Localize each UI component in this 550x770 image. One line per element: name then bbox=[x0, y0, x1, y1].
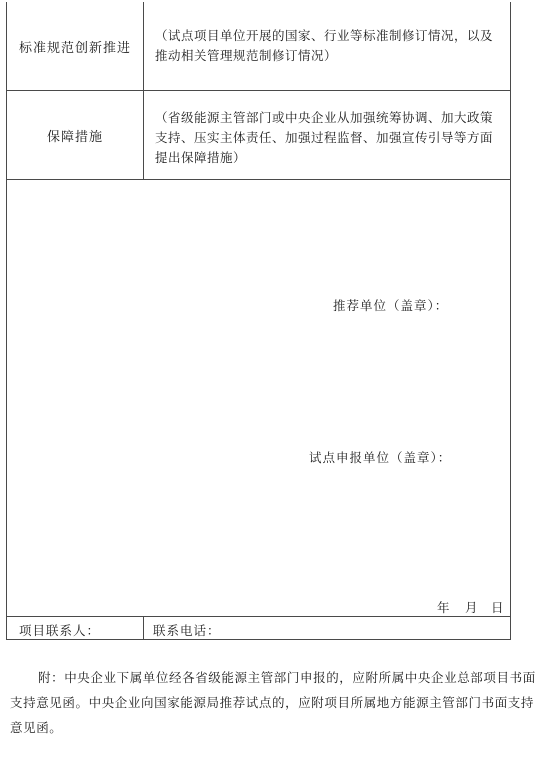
date-year: 年 bbox=[437, 600, 451, 615]
column-divider bbox=[143, 616, 144, 640]
footnote: 附：中央企业下属单位经各省级能源主管部门申报的，应附所属中央企业总部项目书面支持意见函。中央企业向国家能源局推荐试点的，应附项目所属地方能源主管部门书面支持意见函。 bbox=[10, 670, 536, 735]
measures-label: 保障措施 bbox=[46, 129, 103, 145]
standards-label: 标准规范创新推进 bbox=[18, 40, 131, 56]
row-divider bbox=[7, 179, 510, 180]
applicant-stamp-label: 试点申报单位（盖章）： bbox=[309, 450, 452, 465]
date-day: 日 bbox=[491, 600, 505, 615]
contact-phone-label: 联系电话： bbox=[153, 623, 221, 638]
application-form-table bbox=[6, 2, 511, 640]
date-month: 月 bbox=[465, 600, 479, 615]
measures-content: （省级能源主管部门或中央企业从加强统筹协调、加大政策支持、压实主体责任、加强过程监督、加强宣传引导等方面提出保障措施） bbox=[155, 110, 494, 165]
column-divider bbox=[143, 2, 144, 179]
row-divider bbox=[7, 616, 510, 617]
standards-content: （试点项目单位开展的国家、行业等标准制修订情况，以及推动相关管理规范制修订情况） bbox=[155, 28, 494, 63]
recommender-stamp-label: 推荐单位（盖章）： bbox=[333, 298, 449, 313]
contact-person-label: 项目联系人： bbox=[19, 623, 101, 638]
